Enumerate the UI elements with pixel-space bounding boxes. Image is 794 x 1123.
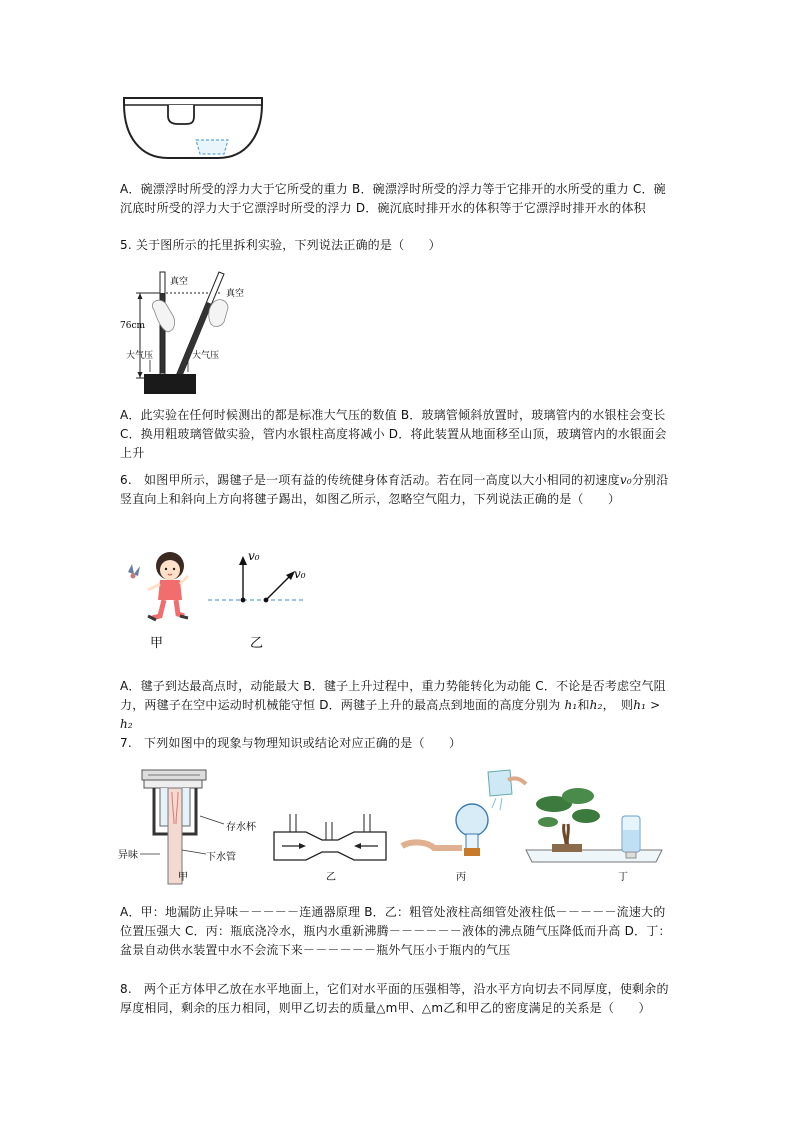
q6-options xyxy=(120,677,676,734)
v0-label-b: v₀ xyxy=(294,567,306,581)
q7-options: A．甲：地漏防止异味－－－－－连通器原理 B．乙：粗管处液柱高细管处液柱低－－－－－流速大的位置压强大 C．丙：瓶底浇冷水，瓶内水重新沸腾－－－－－－液体的沸点随气压降低而升高 D．丁：盆景自动供水装置中水不会流下来－－－－－－瓶外气压小于瓶内的气压 xyxy=(120,905,671,957)
q6-options-text: A．毽子到达最高点时，动能最大 B．毽子上升过程中，重力势能转化为动能 C．不论是否考虑空气阻力，两毽子在空中运动时机械能守恒 D．两毽子上升的最高点到地面的高度分别为 xyxy=(120,679,666,712)
atm-label-1: 大气压 xyxy=(126,351,154,361)
shuttlecock-figure xyxy=(118,546,318,652)
panel-label-yi: 乙 xyxy=(326,872,336,883)
fig-label-jia: 甲 xyxy=(150,636,164,651)
q6-stem-b: 分别沿竖直向上和斜向上方向将毽子踢出，如图乙所示，忽略空气阻力，下列说法正确的是（ ） xyxy=(120,473,669,506)
phenomena-figure xyxy=(116,764,672,886)
v0-label-a: v₀ xyxy=(248,549,260,563)
and-text: 和 xyxy=(577,698,590,712)
vacuum-label-1: 真空 xyxy=(170,277,189,287)
then-text: ， 则 xyxy=(602,698,634,712)
h1-symbol: h₁ xyxy=(564,698,578,712)
q5-options-text: A．此实验在任何时候测出的都是标准大气压的数值 B．玻璃管倾斜放置时，玻璃管内的水银柱会变长 C．换用粗玻璃管做实验，管内水银柱高度将减小 D．将此装置从地面移至山顶，玻璃管内的水银面会上升 xyxy=(120,408,667,460)
q6-stem-v0: v₀ xyxy=(619,473,632,487)
q5-options xyxy=(120,406,676,463)
pipe-label: 下水管 xyxy=(206,852,236,863)
height-relation: h₁ > h₂ xyxy=(120,698,661,731)
q6-stem xyxy=(120,471,676,509)
q4-options: A．碗漂浮时所受的浮力大于它所受的重力 B．碗漂浮时所受的浮力等于它排开的水所受的重力 C．碗沉底时所受的浮力大于它漂浮时所受的浮力 D．碗沉底时排开水的体积等于它漂浮时排开水的体积 xyxy=(120,182,666,215)
cup-label: 存水杯 xyxy=(226,822,256,833)
vacuum-label-2: 真空 xyxy=(226,289,245,299)
q5-stem: 5. 关于图所示的托里拆利实验，下列说法正确的是（ ） xyxy=(120,238,441,252)
fig-label-yi: 乙 xyxy=(250,636,264,651)
odor-label: 异味 xyxy=(118,850,138,861)
atm-label-2: 大气压 xyxy=(192,351,220,361)
height-label: 76cm xyxy=(120,321,146,331)
panel-label-ding: 丁 xyxy=(618,872,628,883)
torricelli-figure xyxy=(118,266,268,400)
q8-stem: 8. 两个正方体甲乙放在水平地面上，它们对水平面的压强相等，沿水平方向切去不同厚度，使剩余的厚度相同，剩余的压力相同，则甲乙切去的质量△m甲、△m乙和甲乙的密度满足的关系是（ ） xyxy=(120,982,669,1015)
bowl-figure xyxy=(118,92,268,162)
q7-stem: 7. 下列如图中的现象与物理知识或结论对应正确的是（ ） xyxy=(120,736,462,750)
panel-label-jia: 甲 xyxy=(178,872,188,883)
q6-stem-a: 6. 如图甲所示，踢毽子是一项有益的传统健身体育活动。若在同一高度以大小相同的初速度 xyxy=(120,473,620,487)
h2-symbol: h₂ xyxy=(589,698,603,712)
panel-label-bing: 丙 xyxy=(456,872,466,883)
